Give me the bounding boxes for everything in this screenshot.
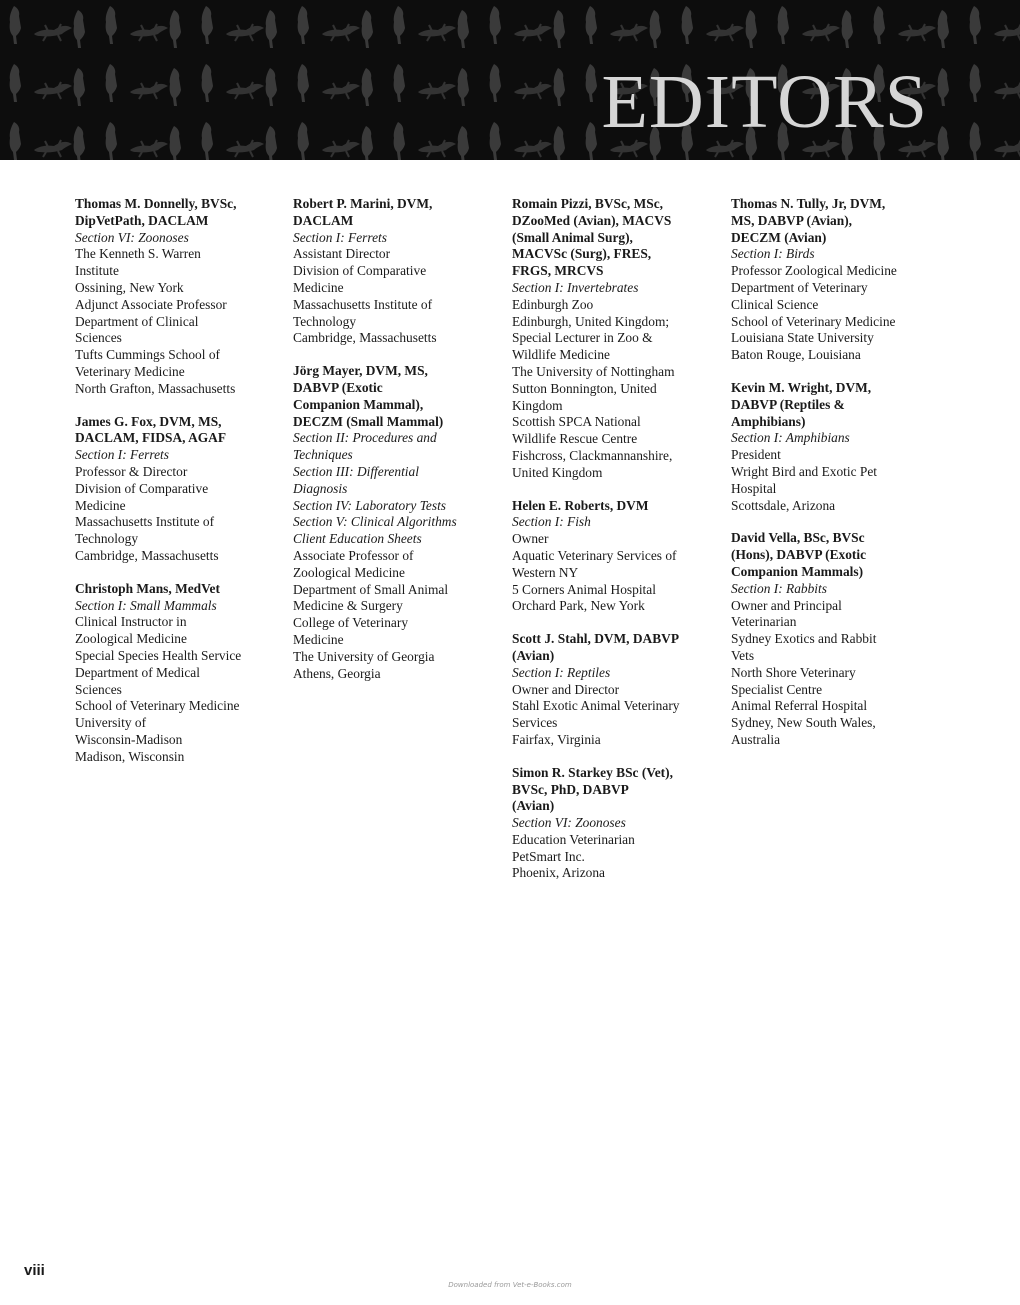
editor-section: Section I: Small Mammals [75, 597, 217, 613]
editor-section: Section VI: Zoonoses [512, 815, 626, 831]
editor-section: Section IV: Laboratory Tests [293, 497, 446, 513]
editor-name: DABVP (Exotic [293, 379, 383, 395]
editor-section: Section I: Fish [512, 514, 591, 530]
editor-affiliation: Western NY [512, 564, 579, 580]
editor-section: Section II: Procedures and [293, 430, 437, 446]
editor-affiliation: Department of Clinical [75, 313, 199, 329]
editor-affiliation: School of Veterinary Medicine [731, 313, 896, 329]
editor-affiliation: Madison, Wisconsin [75, 748, 185, 764]
editor-affiliation: Special Lecturer in Zoo & [512, 330, 653, 346]
editor-name: Companion Mammal), [293, 396, 424, 412]
editor-name: Thomas M. Donnelly, BVSc, [75, 196, 237, 211]
editor-entry [75, 196, 283, 398]
editor-affiliation: Assistant Director [293, 246, 391, 262]
editor-name: (Avian) [512, 647, 555, 663]
editor-affiliation: College of Veterinary [293, 615, 409, 631]
editor-section: Techniques [293, 447, 353, 463]
editor-affiliation: Ossining, New York [75, 279, 184, 295]
editor-name: Robert P. Marini, DVM, [293, 196, 433, 211]
editor-section: Section I: Rabbits [731, 580, 827, 596]
editor-affiliation: Scottish SPCA National [512, 414, 641, 430]
editor-name: Simon R. Starkey BSc (Vet), [512, 764, 673, 780]
editor-affiliation: Clinical Instructor in [75, 614, 187, 630]
editor-affiliation: Owner and Principal [731, 597, 842, 613]
editor-section: Client Education Sheets [293, 531, 422, 547]
editor-affiliation: Specialist Centre [731, 681, 823, 697]
editor-affiliation: The University of Nottingham [512, 363, 675, 379]
editor-affiliation: North Shore Veterinary [731, 664, 856, 680]
editor-affiliation: Medicine [293, 631, 344, 647]
editor-name: Kevin M. Wright, DVM, [731, 379, 872, 395]
editor-affiliation: Medicine & Surgery [293, 598, 403, 614]
editor-affiliation: Louisiana State University [731, 330, 874, 346]
editor-affiliation: Technology [293, 313, 357, 329]
editor-affiliation: Medicine [75, 497, 126, 513]
editor-entry [293, 363, 501, 682]
editor-section: Section VI: Zoonoses [75, 229, 189, 245]
editor-entry [75, 581, 283, 766]
editor-name: (Hons), DABVP (Exotic [731, 547, 867, 563]
editor-affiliation: Animal Referral Hospital [731, 698, 868, 714]
editor-affiliation: Fishcross, Clackmannanshire, [512, 447, 673, 463]
editor-affiliation: Fairfax, Virginia [512, 731, 601, 747]
editor-affiliation: Wildlife Medicine [512, 347, 610, 363]
editor-entry [512, 196, 720, 482]
editor-affiliation: United Kingdom [512, 464, 603, 480]
editor-section: Section I: Ferrets [75, 447, 169, 463]
editor-name: Thomas N. Tully, Jr, DVM, [731, 196, 886, 211]
editor-affiliation: Division of Comparative [293, 263, 427, 279]
editor-section: Section III: Differential [293, 463, 419, 479]
editor-name: DACLAM [293, 212, 354, 228]
editor-entry [731, 196, 939, 364]
editor-name: Romain Pizzi, BVSc, MSc, [512, 196, 663, 211]
editor-affiliation: Zoological Medicine [75, 631, 187, 647]
editor-name: (Avian) [512, 798, 555, 814]
editor-name: FRGS, MRCVS [512, 263, 604, 279]
editor-affiliation: Owner and Director [512, 681, 620, 697]
editor-name: Amphibians) [731, 413, 806, 429]
editor-affiliation: The Kenneth S. Warren [75, 246, 201, 262]
editor-affiliation: Veterinarian [731, 614, 797, 630]
editor-affiliation: Wright Bird and Exotic Pet [731, 463, 877, 479]
editor-section: Section I: Amphibians [731, 430, 850, 446]
editor-affiliation: Adjunct Associate Professor [75, 296, 227, 312]
editor-entry [512, 765, 720, 883]
editor-affiliation: Professor Zoological Medicine [731, 263, 897, 279]
editor-name: James G. Fox, DVM, MS, [75, 413, 222, 429]
editor-section: Section I: Birds [731, 246, 815, 262]
editor-affiliation: Clinical Science [731, 296, 819, 312]
editor-affiliation: Department of Veterinary [731, 279, 868, 295]
editor-name: (Small Animal Surg), [512, 229, 633, 245]
editor-name: BVSc, PhD, DABVP [512, 781, 629, 797]
editor-affiliation: Cambridge, Massachusetts [75, 547, 219, 563]
editor-section: Section V: Clinical Algorithms [293, 514, 457, 530]
editor-section: Diagnosis [293, 480, 348, 496]
editor-affiliation: Associate Professor of [293, 547, 414, 563]
editor-affiliation: Massachusetts Institute of [293, 296, 433, 312]
editor-affiliation: Veterinary Medicine [75, 363, 185, 379]
editor-section: Section I: Ferrets [293, 229, 387, 245]
editor-affiliation: Institute [75, 263, 119, 279]
editor-section: Section I: Invertebrates [512, 279, 639, 295]
download-source-note: Downloaded from Vet-e-Books.com [448, 1281, 572, 1289]
editor-affiliation: The University of Georgia [293, 648, 435, 664]
editor-name: DZooMed (Avian), MACVS [512, 212, 672, 228]
editor-name: DipVetPath, DACLAM [75, 212, 209, 228]
editor-affiliation: University of [75, 715, 147, 731]
editor-column-1 [75, 196, 283, 782]
editor-column-4 [731, 196, 939, 765]
editor-section: Section I: Reptiles [512, 664, 611, 680]
editor-entry [75, 414, 283, 565]
editor-affiliation: 5 Corners Animal Hospital [512, 581, 656, 597]
editor-affiliation: Medicine [293, 279, 344, 295]
editor-affiliation: Education Veterinarian [512, 831, 635, 847]
editor-affiliation: Cambridge, Massachusetts [293, 330, 437, 346]
editor-affiliation: Sciences [75, 330, 122, 346]
editor-entry [293, 196, 501, 347]
editor-name: DABVP (Reptiles & [731, 396, 845, 412]
editor-affiliation: Athens, Georgia [293, 665, 381, 681]
editor-affiliation: Orchard Park, New York [512, 598, 645, 614]
page-title: EDITORS [601, 60, 928, 144]
editor-entry [512, 498, 720, 616]
editor-affiliation: Wisconsin-Madison [75, 731, 183, 747]
editor-column-2 [293, 196, 501, 698]
editor-affiliation: Zoological Medicine [293, 564, 405, 580]
editor-affiliation: Sydney Exotics and Rabbit [731, 631, 877, 647]
editor-name: DECZM (Small Mammal) [293, 413, 444, 429]
editor-entry [731, 380, 939, 514]
editor-affiliation: Phoenix, Arizona [512, 865, 605, 881]
editor-affiliation: Sydney, New South Wales, [731, 715, 876, 731]
editor-name: Scott J. Stahl, DVM, DABVP [512, 631, 680, 647]
editor-affiliation: Sutton Bonnington, United [512, 380, 657, 396]
editor-affiliation: Edinburgh, United Kingdom; [512, 313, 670, 329]
editor-entry [512, 631, 720, 749]
editor-affiliation: Special Species Health Service [75, 647, 242, 663]
editor-affiliation: Massachusetts Institute of [75, 514, 215, 530]
editor-affiliation: Baton Rouge, Louisiana [731, 347, 861, 363]
editor-affiliation: Hospital [731, 480, 777, 496]
editor-affiliation: PetSmart Inc. [512, 848, 585, 864]
editor-affiliation: President [731, 447, 781, 463]
editor-affiliation: Professor & Director [75, 463, 188, 479]
editor-affiliation: Division of Comparative [75, 480, 209, 496]
editor-affiliation: Department of Small Animal [293, 581, 449, 597]
editor-affiliation: Department of Medical [75, 664, 200, 680]
editor-name: Christoph Mans, MedVet [75, 580, 220, 596]
editor-affiliation: Tufts Cummings School of [75, 347, 220, 363]
editor-affiliation: Wildlife Rescue Centre [512, 431, 638, 447]
editor-affiliation: School of Veterinary Medicine [75, 698, 240, 714]
editor-name: Jörg Mayer, DVM, MS, [293, 363, 428, 379]
editor-name: Helen E. Roberts, DVM [512, 497, 649, 513]
editor-name: Companion Mammals) [731, 563, 864, 579]
editor-column-3 [512, 196, 720, 898]
editor-name: DECZM (Avian) [731, 229, 827, 245]
editor-affiliation: Sciences [75, 681, 122, 697]
editor-affiliation: Owner [512, 531, 549, 547]
editor-name: MS, DABVP (Avian), [731, 212, 853, 228]
editor-affiliation: Stahl Exotic Animal Veterinary [512, 698, 680, 714]
editor-entry [731, 530, 939, 748]
editor-affiliation: Kingdom [512, 397, 563, 413]
editor-affiliation: Edinburgh Zoo [512, 296, 594, 312]
editor-affiliation: Technology [75, 531, 139, 547]
editor-columns [0, 196, 1020, 1236]
editor-name: MACVSc (Surg), FRES, [512, 246, 652, 262]
header-banner [0, 0, 1020, 160]
editor-affiliation: North Grafton, Massachusetts [75, 380, 236, 396]
editor-affiliation: Scottsdale, Arizona [731, 497, 836, 513]
editor-name: DACLAM, FIDSA, AGAF [75, 430, 227, 446]
editor-affiliation: Australia [731, 731, 781, 747]
editor-affiliation: Aquatic Veterinary Services of [512, 547, 677, 563]
editor-name: David Vella, BSc, BVSc [731, 530, 865, 546]
page-number: viii [24, 1262, 45, 1279]
editor-affiliation: Services [512, 715, 558, 731]
editor-affiliation: Vets [731, 647, 755, 663]
